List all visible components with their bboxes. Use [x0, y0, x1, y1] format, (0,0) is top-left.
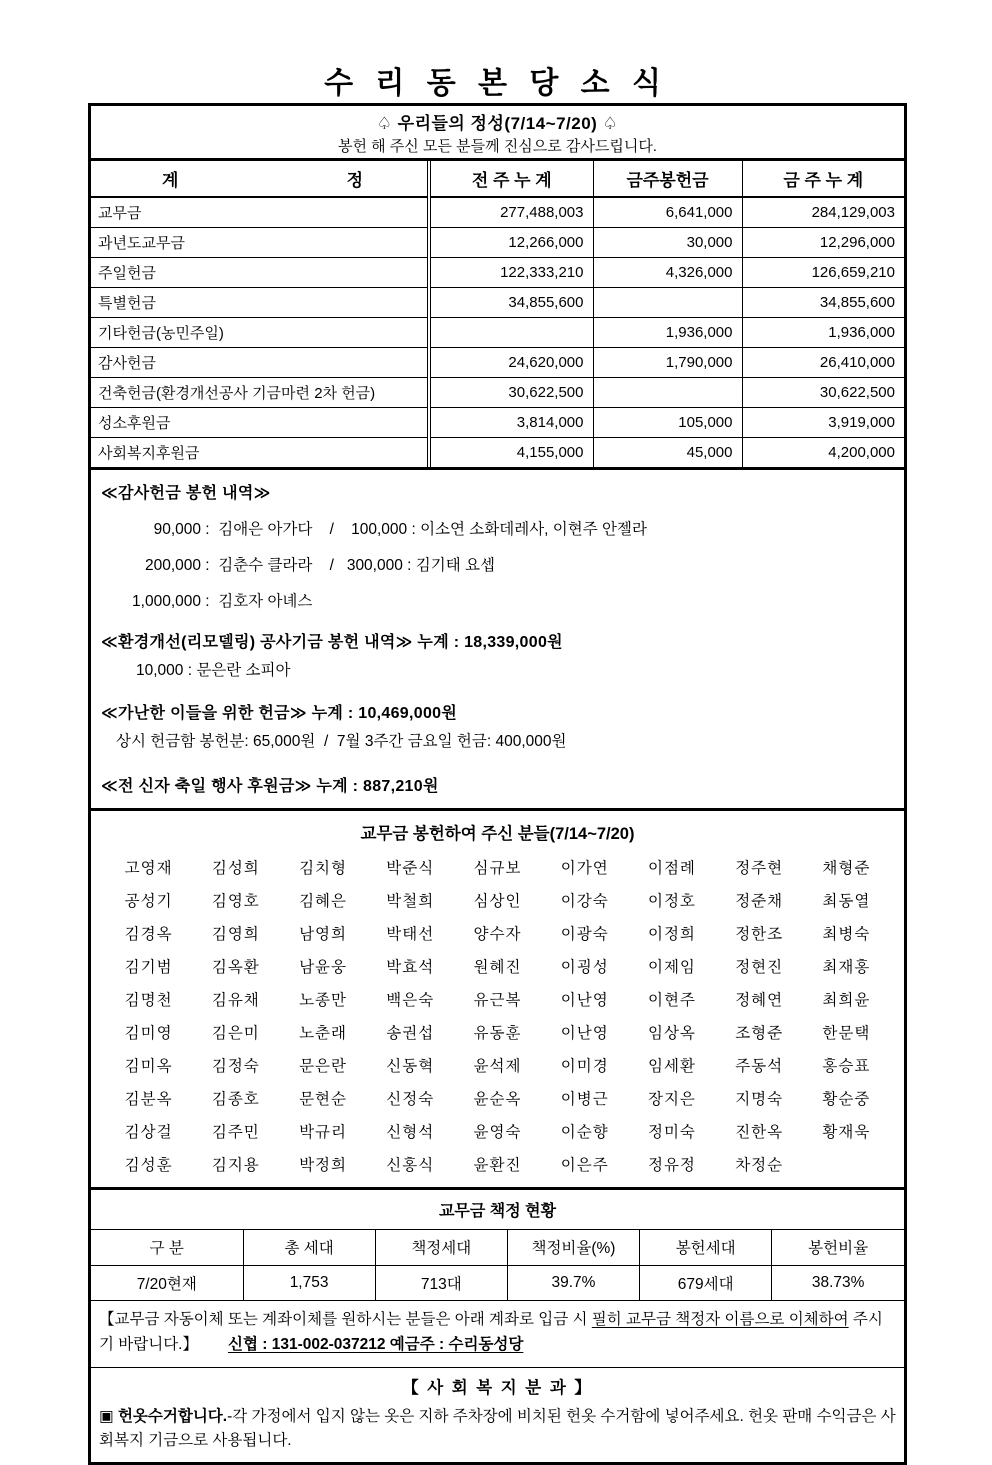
donor-name: 김영희 — [211, 926, 260, 943]
assessment-table — [91, 1230, 904, 1300]
assess-value-total: 1,753 — [243, 1265, 375, 1300]
amount: 90,000 — [153, 521, 201, 538]
prev-total-cell: 24,620,000 — [429, 347, 593, 377]
social-welfare-title: 【 사 회 복 지 분 과 】 — [402, 1378, 593, 1397]
row-label: 건축헌금(환경개선공사 기금마련 2차 헌금) — [91, 377, 429, 407]
offering-header — [91, 106, 904, 161]
donor-name: 신형석 — [386, 1124, 435, 1141]
week-total-cell: 34,855,600 — [742, 287, 904, 317]
donor-name: 남영희 — [299, 926, 347, 943]
donor-name: 윤순옥 — [473, 1091, 522, 1108]
remodel-fund-line: 10,000 : 문은란 소피아 — [136, 662, 291, 679]
donor-name: 김성훈 — [124, 1157, 173, 1174]
week-amount-cell: 30,000 — [593, 227, 742, 257]
assessment-data-row — [91, 1265, 904, 1300]
week-total-cell: 1,936,000 — [742, 317, 904, 347]
donor-name: 김정숙 — [211, 1058, 260, 1075]
donor-name: 이순향 — [560, 1124, 609, 1141]
donor-name: 이제임 — [647, 959, 696, 976]
donor-name: 이정호 — [647, 893, 696, 910]
assess-col-offered-ratio: 봉헌비율 — [772, 1230, 904, 1265]
donor-name: 유동훈 — [473, 1025, 522, 1042]
prev-total-cell: 122,333,210 — [429, 257, 593, 287]
donor-name: 유근복 — [473, 992, 522, 1009]
donor-name: 주동석 — [735, 1058, 784, 1075]
prev-total-cell: 30,622,500 — [429, 377, 593, 407]
table-row — [91, 377, 904, 407]
donor-name: 정유정 — [647, 1157, 696, 1174]
bank-transfer-notice — [91, 1300, 904, 1367]
donor-name: 김명천 — [124, 992, 173, 1009]
week-total-cell: 4,200,000 — [742, 437, 904, 467]
donor-name: 최재홍 — [822, 959, 871, 976]
assessment-header-row — [91, 1230, 904, 1265]
donor-name: 김상걸 — [124, 1124, 173, 1141]
assess-col-assessed: 책정세대 — [375, 1230, 507, 1265]
row-label: 기타헌금(농민주일) — [91, 317, 429, 347]
prev-total-cell: 277,488,003 — [429, 197, 593, 227]
donor-name: 신정숙 — [386, 1091, 435, 1108]
donor-name: 이미경 — [560, 1058, 609, 1075]
column-header-account-right: 정 — [346, 171, 363, 190]
table-row — [91, 407, 904, 437]
donor-name: 이점례 — [647, 860, 696, 877]
donor-name: 김유채 — [211, 992, 260, 1009]
week-amount-cell — [593, 377, 742, 407]
donor-name: 이굉성 — [560, 959, 609, 976]
donor-name: 조형준 — [735, 1025, 784, 1042]
row-label: 주일헌금 — [91, 257, 429, 287]
donor-name: 김영호 — [211, 893, 260, 910]
bank-account-info: 신협 : 131-002-037212 예금주 : 수리동성당 — [227, 1335, 524, 1353]
donor-name: 윤환진 — [473, 1157, 522, 1174]
thanks-offering-line — [101, 553, 894, 575]
prev-total-cell: 12,266,000 — [429, 227, 593, 257]
assess-value-date: 7/20현재 — [91, 1265, 243, 1300]
donor-name: 차정순 — [735, 1157, 784, 1174]
week-total-cell: 26,410,000 — [742, 347, 904, 377]
donor-name: 황재욱 — [822, 1124, 871, 1141]
prev-total-cell: 34,855,600 — [429, 287, 593, 317]
donor-name: 김은미 — [211, 1025, 260, 1042]
donor-name: 김지용 — [211, 1157, 260, 1174]
assessment-title: 교무금 책정 현황 — [91, 1190, 904, 1230]
week-total-cell: 126,659,210 — [742, 257, 904, 287]
row-label: 교무금 — [91, 197, 429, 227]
donors-name-grid — [91, 856, 904, 1175]
table-row — [91, 287, 904, 317]
amount: 200,000 — [144, 557, 201, 574]
donor-name: 이강숙 — [560, 893, 609, 910]
detail-sections — [91, 467, 904, 808]
donor-name: 송권섭 — [386, 1025, 435, 1042]
column-header-account — [91, 161, 429, 197]
assess-col-assessed-ratio: 책정비율(%) — [507, 1230, 639, 1265]
assess-col-total-households: 총 세대 — [243, 1230, 375, 1265]
column-header-week-total: 금 주 누 계 — [742, 161, 904, 197]
row-label: 감사헌금 — [91, 347, 429, 377]
assess-value-assessed-ratio: 39.7% — [507, 1265, 639, 1300]
donor-name: 고영재 — [124, 860, 173, 877]
donor-name: 윤석제 — [473, 1058, 522, 1075]
donor-name: 윤영숙 — [473, 1124, 522, 1141]
row-label: 성소후원금 — [91, 407, 429, 437]
donor-name: 김분옥 — [124, 1091, 173, 1108]
assess-col-category: 구 분 — [91, 1230, 243, 1265]
donor-name: 김성희 — [211, 860, 260, 877]
week-amount-cell: 105,000 — [593, 407, 742, 437]
thanks-offering-detail-title: ≪감사헌금 봉헌 내역≫ — [101, 485, 271, 502]
donor-name: 김옥환 — [211, 959, 260, 976]
donor-name: 김미영 — [124, 1025, 173, 1042]
row-label: 과년도교무금 — [91, 227, 429, 257]
donor-name: 채형준 — [822, 860, 871, 877]
notice-text: 【교무금 자동이체 또는 계좌이체를 원하시는 분들은 아래 계좌로 입금 시 — [99, 1311, 592, 1328]
donor-name: 이가연 — [560, 860, 609, 877]
column-header-prev-total: 전 주 누 계 — [429, 161, 593, 197]
row-label: 특별헌금 — [91, 287, 429, 317]
poor-fund-line: 상시 헌금함 봉헌분: 65,000원 / 7월 3주간 금요일 헌금: 400,000원 — [116, 733, 567, 750]
donor-name: 정준채 — [735, 893, 784, 910]
donor-name: 정주현 — [735, 860, 784, 877]
donor-name: 김기범 — [124, 959, 173, 976]
thanks-offering-line — [101, 589, 894, 611]
donor-name: 노종만 — [299, 992, 347, 1009]
feast-fund-title: ≪전 신자 축일 행사 후원금≫ 누계 : 887,210원 — [101, 778, 439, 795]
donor-name: 박규리 — [299, 1124, 347, 1141]
donor-name: 이광숙 — [560, 926, 609, 943]
donor-name: 신동혁 — [386, 1058, 435, 1075]
donor-name: 양수자 — [473, 926, 522, 943]
donor-name: 이병근 — [560, 1091, 609, 1108]
donor-name: 이난영 — [560, 992, 609, 1009]
donor-name: 김종호 — [211, 1091, 260, 1108]
week-total-cell: 12,296,000 — [742, 227, 904, 257]
donor-name: 이현주 — [647, 992, 696, 1009]
week-total-cell: 284,129,003 — [742, 197, 904, 227]
table-row — [91, 227, 904, 257]
donor-name: 원혜진 — [473, 959, 522, 976]
donor-name: 노춘래 — [299, 1025, 347, 1042]
donor-name: 지명숙 — [735, 1091, 784, 1108]
donor-name: 홍승표 — [822, 1058, 871, 1075]
table-row — [91, 347, 904, 377]
donor-name: 남윤웅 — [299, 959, 347, 976]
clothes-collection-text: -각 가정에서 입지 않는 옷은 지하 주차장에 비치된 헌옷 수거함에 넣어주세요. 헌옷 판매 수익금은 사회복지 기금으로 사용됩니다. — [99, 1407, 896, 1449]
donor-name: 임세환 — [647, 1058, 696, 1075]
donor-name: 심규보 — [473, 860, 522, 877]
donor-name: 박정희 — [299, 1157, 347, 1174]
table-row — [91, 317, 904, 347]
offering-header-title: ♤ 우리들의 정성(7/14~7/20) ♤ — [376, 114, 619, 133]
donor-name: 문현순 — [299, 1091, 347, 1108]
donor-name: 정한조 — [735, 926, 784, 943]
week-amount-cell: 4,326,000 — [593, 257, 742, 287]
assess-value-offered-ratio: 38.73% — [772, 1265, 904, 1300]
donor-names: : 김춘수 클라라 / 300,000 : 김기태 요셉 — [201, 557, 495, 574]
donor-name: 이은주 — [560, 1157, 609, 1174]
offering-table — [91, 161, 904, 467]
donor-names: : 김호자 아녜스 — [201, 593, 313, 610]
poor-fund-title: ≪가난한 이들을 위한 헌금≫ 누계 : 10,469,000원 — [101, 705, 458, 722]
week-amount-cell: 1,936,000 — [593, 317, 742, 347]
donor-name: 이난영 — [560, 1025, 609, 1042]
offering-header-subtitle: 봉헌 해 주신 모든 분들께 진심으로 감사드립니다. — [338, 138, 657, 155]
row-label: 사회복지후원금 — [91, 437, 429, 467]
week-total-cell: 3,919,000 — [742, 407, 904, 437]
notice-text: 주시기 바랍니다.】 — [99, 1311, 883, 1353]
donor-name: 임상옥 — [647, 1025, 696, 1042]
table-row — [91, 437, 904, 467]
donors-section — [91, 808, 904, 1187]
notice-underlined-text: 필히 교무금 책정자 이름으로 이체하여 — [591, 1311, 849, 1328]
donor-name: 장지은 — [647, 1091, 696, 1108]
donor-name: 문은란 — [299, 1058, 347, 1075]
donor-name: 김미옥 — [124, 1058, 173, 1075]
donor-name: 공성기 — [124, 893, 173, 910]
offering-table-header-row — [91, 161, 904, 197]
remodel-fund-title: ≪환경개선(리모델링) 공사기금 봉헌 내역≫ 누계 : 18,339,000원 — [101, 634, 563, 651]
social-welfare-section — [91, 1367, 904, 1462]
donor-name: 신홍식 — [386, 1157, 435, 1174]
donor-name: 김경옥 — [124, 926, 173, 943]
donor-name: 최희윤 — [822, 992, 871, 1009]
table-row — [91, 197, 904, 227]
prev-total-cell — [429, 317, 593, 347]
donor-name: 정미숙 — [647, 1124, 696, 1141]
assessment-section — [91, 1187, 904, 1300]
page-title: 수 리 동 본 당 소 식 — [324, 67, 668, 100]
donor-name: 김치형 — [299, 860, 347, 877]
week-amount-cell: 1,790,000 — [593, 347, 742, 377]
donor-name: 박태선 — [386, 926, 435, 943]
donor-name: 박철희 — [386, 893, 435, 910]
donor-name: 박효석 — [386, 959, 435, 976]
assess-col-offered: 봉헌세대 — [640, 1230, 772, 1265]
donor-names: : 김애은 아가다 / 100,000 : 이소연 소화데레사, 이현주 안젤라 — [201, 521, 647, 538]
table-row — [91, 257, 904, 287]
donor-name: 정현진 — [735, 959, 784, 976]
column-header-this-week: 금주봉헌금 — [593, 161, 742, 197]
clothes-collection-title: ▣ 헌옷수거합니다. — [99, 1407, 228, 1425]
thanks-offering-line — [101, 517, 894, 539]
social-welfare-text — [91, 1405, 904, 1453]
donor-name: 김주민 — [211, 1124, 260, 1141]
donor-name: 최병숙 — [822, 926, 871, 943]
donors-title: 교무금 봉헌하여 주신 분들(7/14~7/20) — [360, 825, 635, 843]
column-header-account-left: 계 — [162, 171, 179, 190]
week-amount-cell: 45,000 — [593, 437, 742, 467]
bulletin-sheet — [88, 103, 907, 1465]
prev-total-cell: 3,814,000 — [429, 407, 593, 437]
assess-value-offered: 679세대 — [640, 1265, 772, 1300]
donor-name: 정혜연 — [735, 992, 784, 1009]
donor-name: 심상인 — [473, 893, 522, 910]
donor-name: 박준식 — [386, 860, 435, 877]
amount: 1,000,000 — [132, 593, 201, 610]
donor-name: 백은숙 — [386, 992, 435, 1009]
week-amount-cell — [593, 287, 742, 317]
assess-value-assessed: 713대 — [375, 1265, 507, 1300]
week-amount-cell: 6,641,000 — [593, 197, 742, 227]
donor-name: 이정희 — [647, 926, 696, 943]
donor-name: 김혜은 — [299, 893, 347, 910]
donor-name: 황순중 — [822, 1091, 871, 1108]
donor-name: 한문택 — [822, 1025, 871, 1042]
prev-total-cell: 4,155,000 — [429, 437, 593, 467]
donor-name: 진한옥 — [735, 1124, 784, 1141]
donor-name: 최동열 — [822, 893, 871, 910]
week-total-cell: 30,622,500 — [742, 377, 904, 407]
